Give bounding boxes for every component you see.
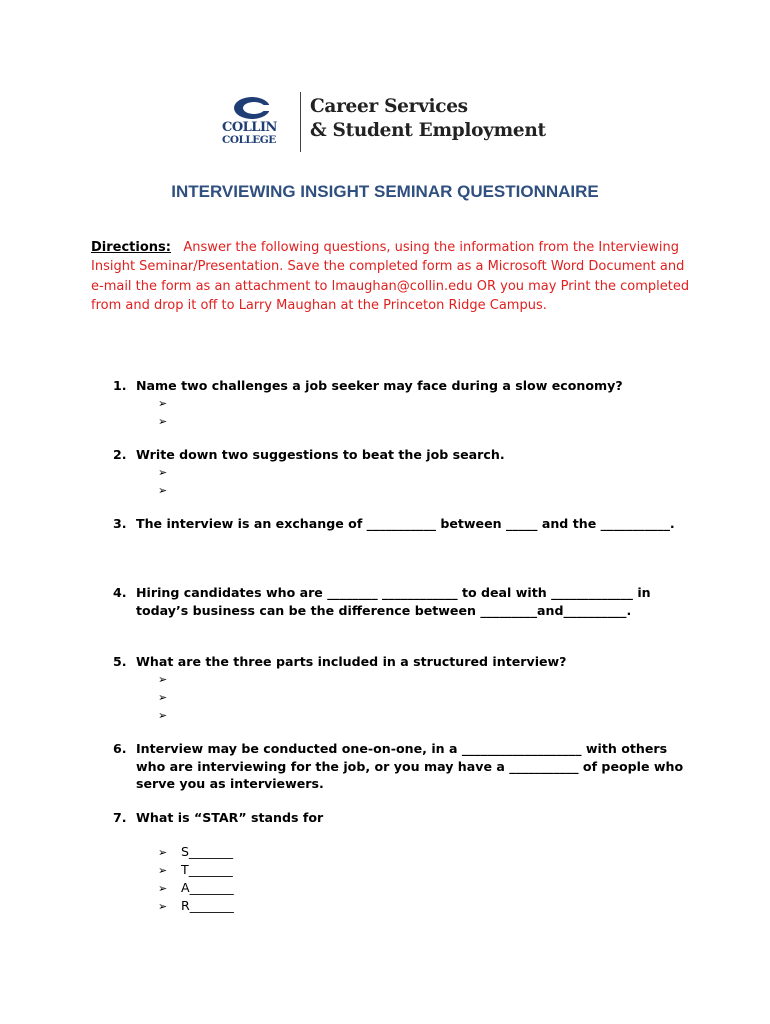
arrow-bullet-icon: ➢: [158, 484, 168, 497]
question-3: [113, 515, 688, 533]
star-item-a: [158, 879, 234, 898]
question-number: 7.: [113, 810, 127, 825]
directions-paragraph: [91, 238, 691, 315]
brand-line-student-employment: & Student Employment: [310, 120, 546, 141]
question-5: [113, 653, 688, 671]
question-2: [113, 446, 688, 464]
question-text: Interview may be conducted one-on-one, in a ___________________ with others who are interviewing for the job, or you may have a ___________ of people who serve you as interviewers.: [136, 741, 684, 791]
arrow-bullet-icon: ➢: [158, 397, 168, 410]
question-number: 2.: [113, 447, 127, 462]
arrow-bullet-icon: ➢: [158, 466, 168, 479]
star-item-s: [158, 843, 233, 862]
arrow-bullet-icon: ➢: [158, 691, 168, 704]
star-item-t: [158, 861, 233, 880]
logo-swoosh-icon: [232, 96, 272, 120]
question-number: 1.: [113, 378, 127, 393]
header-divider: [300, 92, 301, 152]
question-number: 6.: [113, 741, 127, 756]
star-item-r: [158, 897, 234, 916]
question-text: The interview is an exchange of ___________ between _____ and the ___________.: [136, 516, 675, 531]
question-7: [113, 809, 688, 827]
question-text: Hiring candidates who are ________ ____________ to deal with _____________ in today’s business can be the difference between _________and__________.: [136, 585, 651, 618]
question-text: Write down two suggestions to beat the job search.: [136, 447, 505, 462]
question-text: What is “STAR” stands for: [136, 810, 324, 825]
star-item-label: T_______: [181, 862, 233, 877]
arrow-bullet-icon: ➢: [158, 846, 168, 859]
arrow-bullet-icon: ➢: [158, 415, 168, 428]
star-item-label: A_______: [181, 880, 234, 895]
question-number: 4.: [113, 585, 127, 600]
page-header: [222, 92, 562, 154]
arrow-bullet-icon: ➢: [158, 864, 168, 877]
question-number: 3.: [113, 516, 127, 531]
star-item-label: S_______: [181, 844, 234, 859]
question-1: [113, 377, 688, 395]
logo-text-college: COLLEGE: [222, 134, 276, 146]
page-title: INTERVIEWING INSIGHT SEMINAR QUESTIONNAIRE: [171, 182, 599, 201]
directions-label: Directions:: [91, 240, 171, 255]
question-4: [113, 584, 688, 619]
question-number: 5.: [113, 654, 127, 669]
question-text: What are the three parts included in a structured interview?: [136, 654, 567, 669]
logo-text-collin: COLLIN: [222, 120, 277, 135]
question-6: [113, 740, 688, 793]
collin-college-logo: [222, 96, 286, 150]
question-text: Name two challenges a job seeker may face during a slow economy?: [136, 378, 623, 393]
arrow-bullet-icon: ➢: [158, 900, 168, 913]
arrow-bullet-icon: ➢: [158, 882, 168, 895]
star-item-label: R_______: [181, 898, 234, 913]
arrow-bullet-icon: ➢: [158, 709, 168, 722]
brand-line-career-services: Career Services: [310, 96, 468, 117]
directions-text: Answer the following questions, using the information from the Interviewing Insight Seminar/Presentation. Save the completed form as a Microsoft Word Document and e-mail the form as an attachment to lmaughan@collin.edu OR you may Print the completed from and drop it off to Larry Maughan at the Princeton Ridge Campus.: [91, 240, 690, 313]
arrow-bullet-icon: ➢: [158, 673, 168, 686]
